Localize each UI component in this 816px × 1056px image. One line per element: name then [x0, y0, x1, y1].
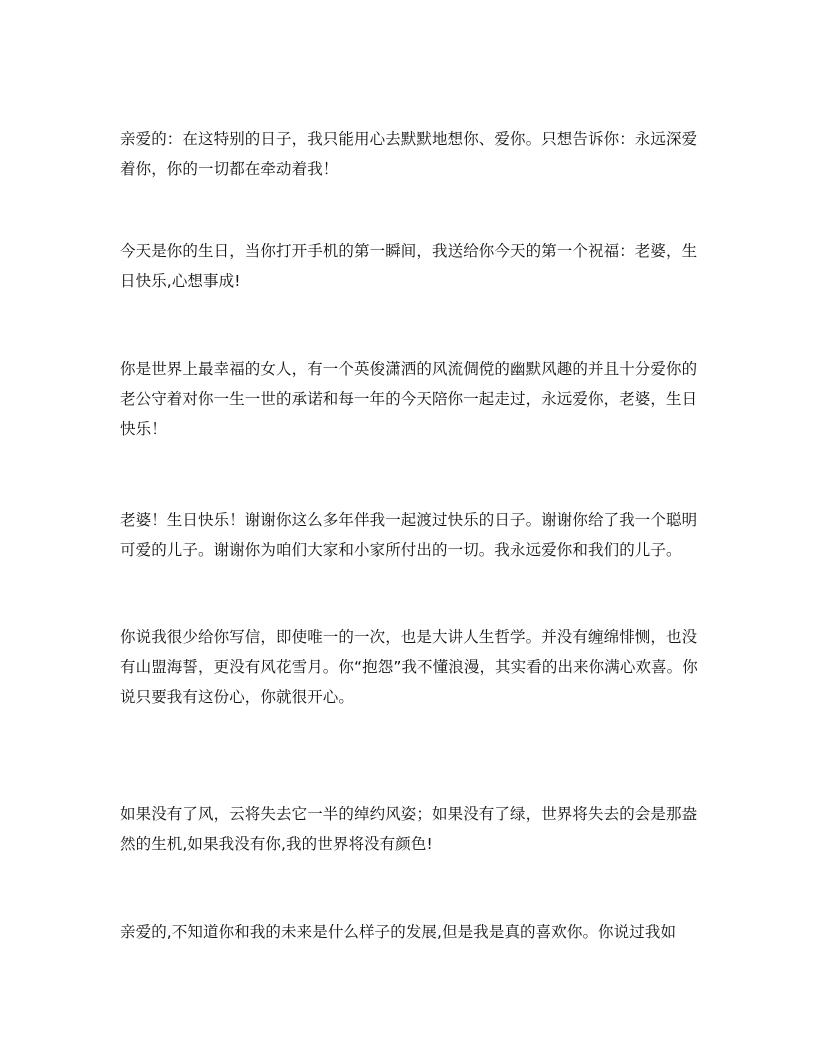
paragraph-6: 如果没有了风，云将失去它一半的绰约风姿；如果没有了绿，世界将失去的会是那盎然的生机,如果我没有你,我的世界将没有颜色!: [120, 805, 698, 853]
paragraph-3: 你是世界上最幸福的女人，有一个英俊潇洒的风流倜傥的幽默风趣的并且十分爱你的老公守着对你一生一世的承诺和每一年的今天陪你一起走过，永远爱你，老婆，生日快乐！: [120, 360, 698, 438]
paragraph-1: 亲爱的：在这特别的日子，我只能用心去默默地想你、爱你。只想告诉你：永远深爱着你，你的一切都在牵动着我！: [120, 130, 698, 178]
paragraph-4: 老婆！生日快乐！谢谢你这么多年伴我一起渡过快乐的日子。谢谢你给了我一个聪明可爱的儿子。谢谢你为咱们大家和小家所付出的一切。我永远爱你和我们的儿子。: [120, 511, 698, 559]
paragraph-5: 你说我很少给你写信，即使唯一的一次，也是大讲人生哲学。并没有缠绵悱恻，也没有山盟海誓，更没有风花雪月。你“抱怨”我不懂浪漫，其实看的出来你满心欢喜。你说只要我有这份心，你就很开心。: [120, 628, 698, 706]
paragraph-2: 今天是你的生日，当你打开手机的第一瞬间，我送给你今天的第一个祝福：老婆，生日快乐,心想事成!: [120, 242, 698, 290]
paragraph-7: 亲爱的,不知道你和我的未来是什么样子的发展,但是我是真的喜欢你。你说过我如: [120, 923, 677, 941]
